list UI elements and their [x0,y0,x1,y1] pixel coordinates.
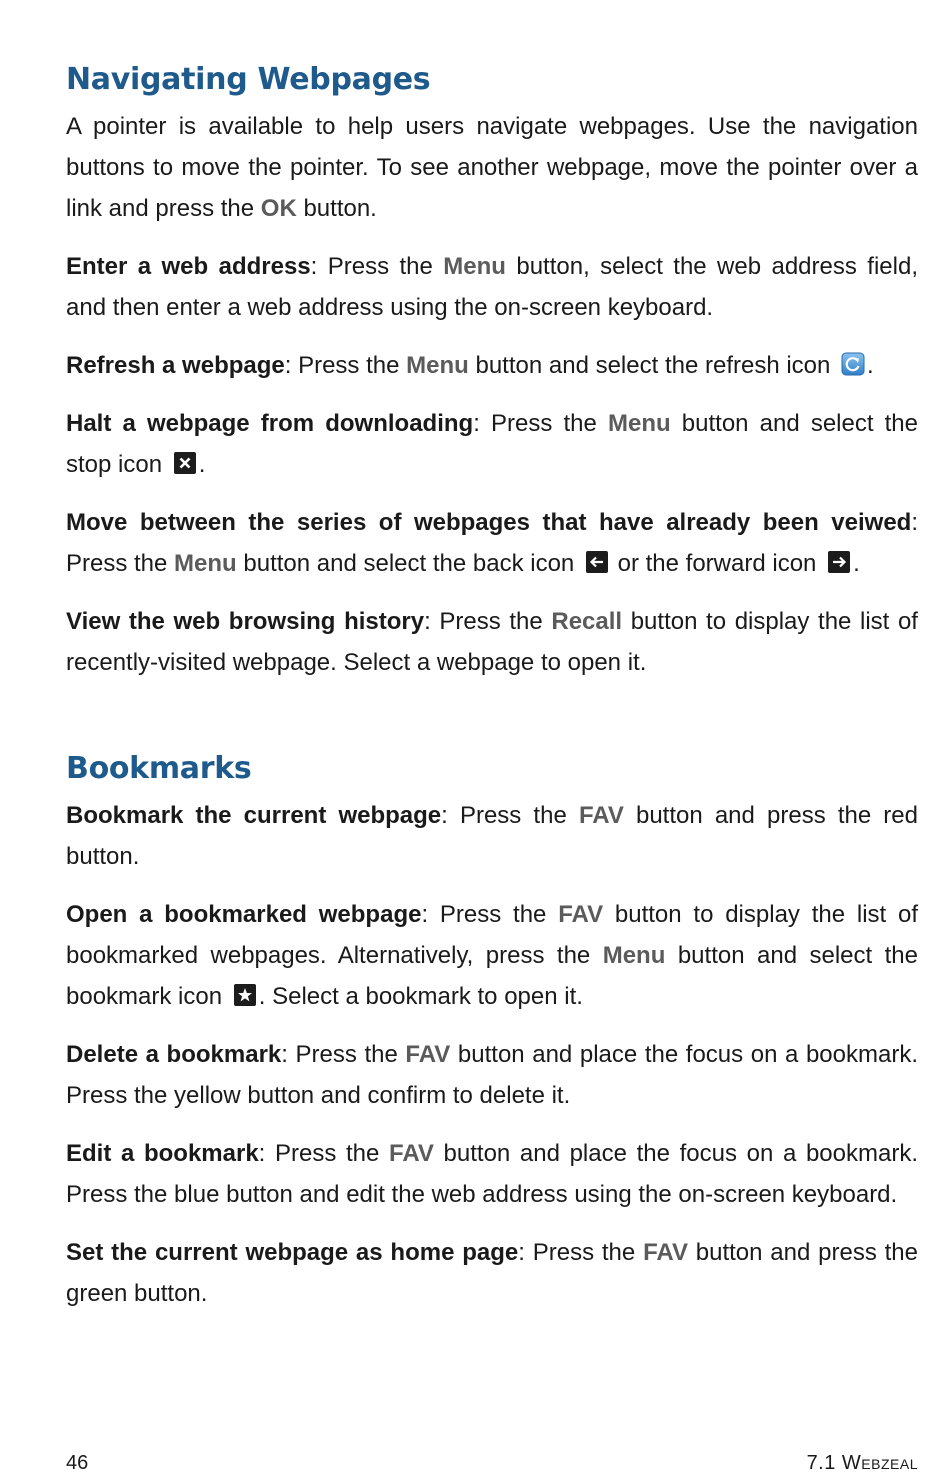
text: A pointer is available to help users navigate webpages. Use the navigation buttons to move the pointer. To see another webpage, move the pointer over a link and press the [66,113,918,222]
page-number: 46 [66,1452,89,1474]
home-page-instruction [66,1232,918,1314]
text: . [867,352,874,379]
text: button. [296,195,377,222]
menu-button-name: Menu [607,410,671,437]
menu-button-name: Menu [174,550,237,577]
bookmark-star-icon [233,983,257,1007]
term: Move between the series of webpages that have already been veiwed [66,509,912,536]
ok-button-name: OK [260,195,297,222]
chapter-title: 7.1 Webzeal [806,1452,918,1474]
recall-button-name: Recall [551,608,623,635]
history-instruction [66,601,918,683]
move-between-instruction [66,502,918,584]
bookmark-current-instruction [66,795,918,877]
refresh-instruction [66,345,918,386]
text: or the forward icon [610,550,824,577]
term: Edit a bookmark [66,1140,259,1167]
open-bookmark-instruction [66,894,918,1017]
fav-button-name: FAV [558,901,604,928]
text: : Press the [258,1140,389,1167]
fav-button-name: FAV [578,802,624,829]
text: button and place the focus on a bookmark. Press the blue button and edit the web address using the on-screen keyboard. [66,1140,918,1208]
text: button to display the list of bookmarked webpages. Alternatively, press the [66,901,918,969]
text: . [853,550,860,577]
text: button and press the green button. [66,1239,918,1307]
term: Refresh a webpage [66,352,285,379]
term: Enter a web address [66,253,311,280]
term: View the web browsing history [66,608,425,635]
text: : Press the [424,608,552,635]
term: Open a bookmarked webpage [66,901,422,928]
menu-button-name: Menu [602,942,666,969]
section-title-bookmarks: Bookmarks [66,751,252,786]
fav-button-name: FAV [405,1041,451,1068]
text: : Press the [284,352,407,379]
enter-address-instruction [66,246,918,328]
text: button and press the red button. [66,802,918,870]
stop-icon [173,451,197,475]
text: button and select the bookmark icon [66,942,918,1010]
delete-bookmark-instruction [66,1034,918,1116]
text: button and select the stop icon [66,410,919,478]
text: : Press the [421,901,559,928]
text: : Press the [441,802,579,829]
text: . Select a bookmark to open it. [258,983,583,1010]
edit-bookmark-instruction [66,1133,918,1215]
term: Set the current webpage as home page [66,1239,519,1266]
refresh-icon [841,352,865,376]
term: Delete a bookmark [66,1041,282,1068]
term: Bookmark the current webpage [66,802,442,829]
term: Halt a webpage from downloading [66,410,474,437]
text: button and select the back icon [236,550,581,577]
back-arrow-icon [585,550,609,574]
fav-button-name: FAV [388,1140,434,1167]
menu-button-name: Menu [406,352,469,379]
section-title-navigating: Navigating Webpages [66,62,431,97]
halt-instruction [66,403,918,485]
section-spacer [66,700,918,743]
text: : Press the [66,509,918,577]
fav-button-name: FAV [643,1239,688,1266]
menu-button-name: Menu [443,253,506,280]
text: button and select the refresh icon [468,352,838,379]
text: : Press the [281,1041,406,1068]
forward-arrow-icon [827,550,851,574]
nav-intro [66,106,918,229]
text: button, select the web address field, and then enter a web address using the on-screen keyboard. [66,253,918,321]
text: button and place the focus on a bookmark. Press the yellow button and confirm to delete it. [66,1041,918,1109]
text: . [198,451,206,478]
text: : Press the [310,253,444,280]
text: button to display the list of recently-visited webpage. Select a webpage to open it. [66,608,918,676]
page-content [66,54,918,1331]
text: : Press the [473,410,608,437]
text: : Press the [518,1239,644,1266]
